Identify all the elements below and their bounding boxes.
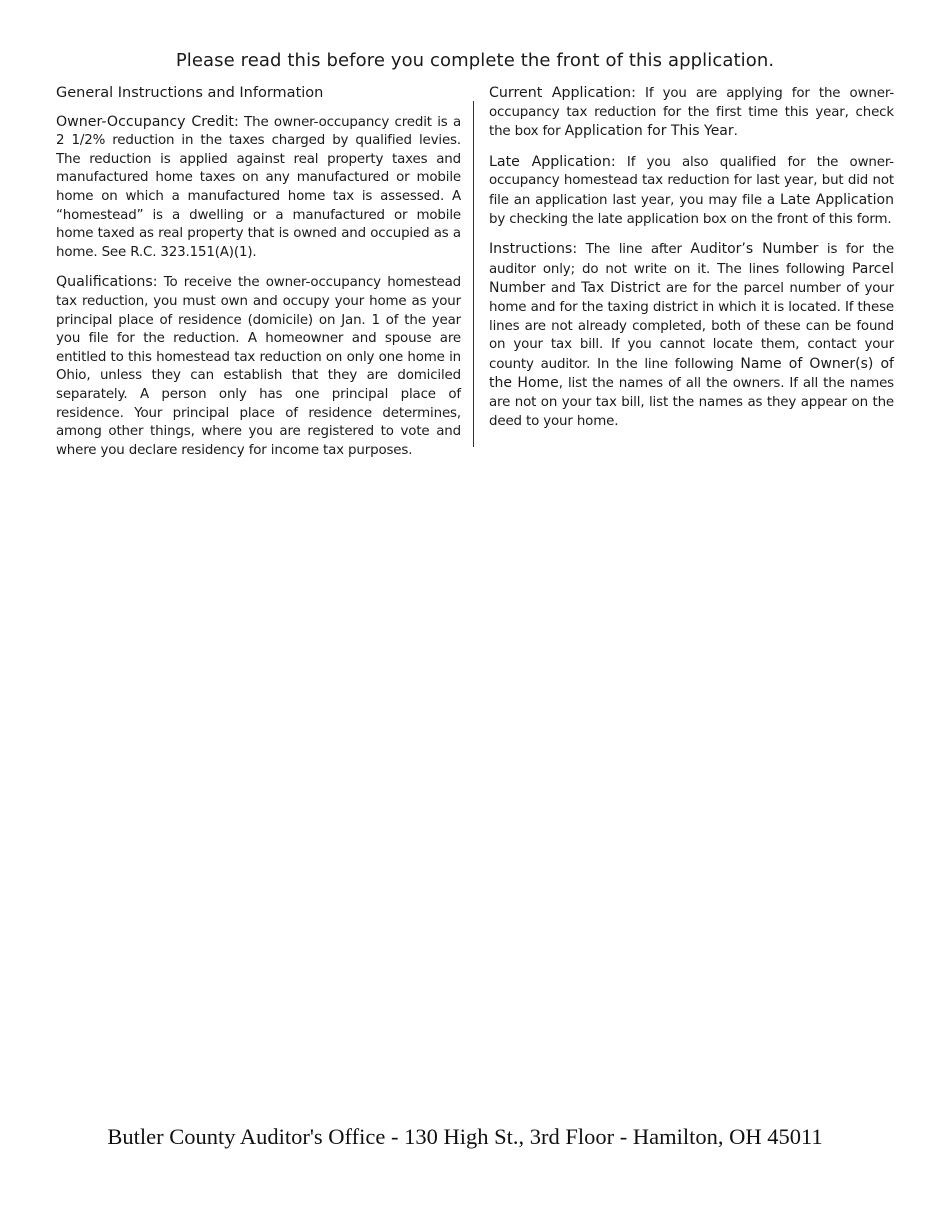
current-application-lead: Current Application: (489, 85, 636, 101)
late-application-paragraph (489, 153, 894, 229)
parcel-number-term: Parcel Number (489, 260, 894, 297)
section-title: General Instructions and Information (56, 85, 324, 101)
current-application-paragraph (489, 84, 894, 142)
application-this-year-term: Application for This Year (564, 123, 734, 140)
current-application-text-2: . (733, 124, 738, 140)
qualifications-paragraph (56, 273, 461, 460)
instructions-lead: Instructions: (489, 241, 578, 258)
instructions-text-5: , list the names of all the owners. If all the names are not on your tax bill, list the names as they appear on the deed to your home. (489, 376, 894, 429)
late-application-lead: Late Application: (489, 153, 616, 170)
instructions-text-4: are for the parcel number of your home and for the taxing district in which it is located. If these lines are not already completed, both of these can be found on your tax bill. If you cannot locate them, contact your county auditor. In the line following (489, 281, 894, 372)
qualifications-lead: Qualifications: (56, 274, 158, 291)
owner-occupancy-lead: Owner-Occupancy Credit: (56, 113, 239, 130)
page-heading: Please read this before you complete the front of this application. (175, 50, 775, 71)
qualifications-text: To receive the owner-occupancy homestead tax reduction, you must own and occupy your home as your principal place of residence (domicile) on Jan. 1 of the year you file for the reduction. A homeowner and spouse are entitled to this homestead tax reduction on only one home in Ohio, unless they can establish that they are domiciled separately. A person only has one principal place of residence. Your principal place of residence determines, among other things, where you are registered to vote and where you declare residency for income tax purposes. (56, 275, 461, 458)
instructions-text-1: The line after (577, 242, 691, 258)
late-application-text-1: If you also qualified for the owner-occupancy homestead tax reduction for last year, but did not file an application last year, you may file a (489, 154, 894, 208)
late-application-text-2: by checking the late application box on the front of this form. (489, 211, 892, 227)
late-application-term: Late Application (779, 191, 894, 208)
auditors-number-term: Auditor’s Number (690, 241, 819, 258)
right-column (489, 84, 894, 442)
column-divider (473, 101, 474, 447)
tax-district-term: Tax District (581, 280, 661, 297)
owner-occupancy-paragraph (56, 113, 461, 263)
owner-occupancy-text: The owner-occupancy credit is a 2 1/2% reduction in the taxes charged by qualified levies. The reduction is applied against real property taxes and manufactured home taxes on any manufactured or mobile home on which a manufactured home tax is assessed. A “homestead” is a dwelling or a manufactured or mobile home taxed as real property that is owned and occupied as a home. See R.C. 323.151(A)(1). (56, 114, 461, 260)
instructions-text-3: and (545, 281, 582, 297)
footer-address: Butler County Auditor's Office - 130 High St., 3rd Floor - Hamilton, OH 45011 (107, 1124, 823, 1149)
owner-names-term: Name of Owner(s) of the Home (489, 355, 894, 392)
left-column (56, 84, 461, 471)
instructions-paragraph (489, 240, 894, 431)
instructions-text-2: is for the auditor only; do not write on it. The lines following (489, 242, 894, 277)
current-application-text-1: If you are applying for the owner-occupancy tax reduction for the first time this year, check the box for (489, 86, 894, 140)
